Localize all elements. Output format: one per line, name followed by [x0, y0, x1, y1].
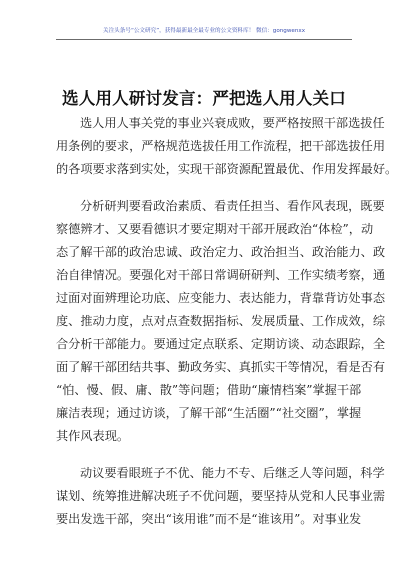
paragraph-line: 用条例的要求，严格规范选拔任用工作流程，把干部选拔任用 — [56, 139, 386, 153]
header-banner[interactable]: 关注头条号“公文研究”，获得最新最全最专业的公文资料库！ 微信：gongwenxx — [102, 28, 306, 34]
paragraph-line: 谋划、统筹推进解决班子不优问题，要坚持从党和人民事业需 — [56, 489, 386, 503]
paragraph-line: 廉洁表现；通过访谈，了解干部“生活圈”“社交圈”，掌握 — [56, 406, 362, 420]
paragraph-2 — [56, 195, 386, 448]
paragraph-line: 其作风表现。 — [56, 429, 130, 443]
paragraph-line: 度、推动力度，点对点查数据指标、发展质量、工作成效，综 — [56, 314, 386, 328]
paragraph-3 — [56, 462, 386, 531]
paragraph-line: 的各项要求落到实处，实现干部资源配置最优、作用发挥最好。 — [56, 162, 398, 176]
paragraph-line: 要出发选干部，突出“该用谁”而不是“谁该用”。对事业发 — [56, 512, 362, 526]
paragraph-line: 治自律情况。要强化对干部日常调研研判、工作实绩考察，通 — [56, 268, 386, 282]
paragraph-line: “怕、慢、假、庸、散”等问题；借助“廉情档案”掌握干部 — [56, 383, 362, 397]
paragraph-line: 选人用人事关党的事业兴衰成败，要严格按照干部选拔任 — [80, 116, 385, 130]
paragraph-line: 态了解干部的政治忠诚、政治定力、政治担当、政治能力、政 — [56, 245, 386, 259]
paragraph-line: 动议要看眼班子不优、能力不专、后继乏人等问题，科学 — [80, 466, 385, 480]
paragraph-1 — [56, 112, 398, 181]
paragraph-line: 面了解干部团结共事、勤政务实、真抓实干等情况，看是否有 — [56, 360, 386, 374]
paragraph-line: 过面对面辨理论功底、应变能力、表达能力，背靠背访处事态 — [56, 291, 386, 305]
paragraph-line: 分析研判要看政治素质、看责任担当、看作风表现，既要 — [80, 199, 385, 213]
paragraph-line: 察德辨才、又要看德识才要定期对干部开展政治“体检”，动 — [56, 222, 374, 236]
document-title: 选人用人研讨发言：严把选人用人关口 — [62, 89, 346, 108]
header-divider — [56, 39, 352, 40]
paragraph-line: 合分析干部能力。要通过定点联系、定期访谈、动态跟踪，全 — [56, 337, 386, 351]
document-body — [56, 112, 398, 545]
